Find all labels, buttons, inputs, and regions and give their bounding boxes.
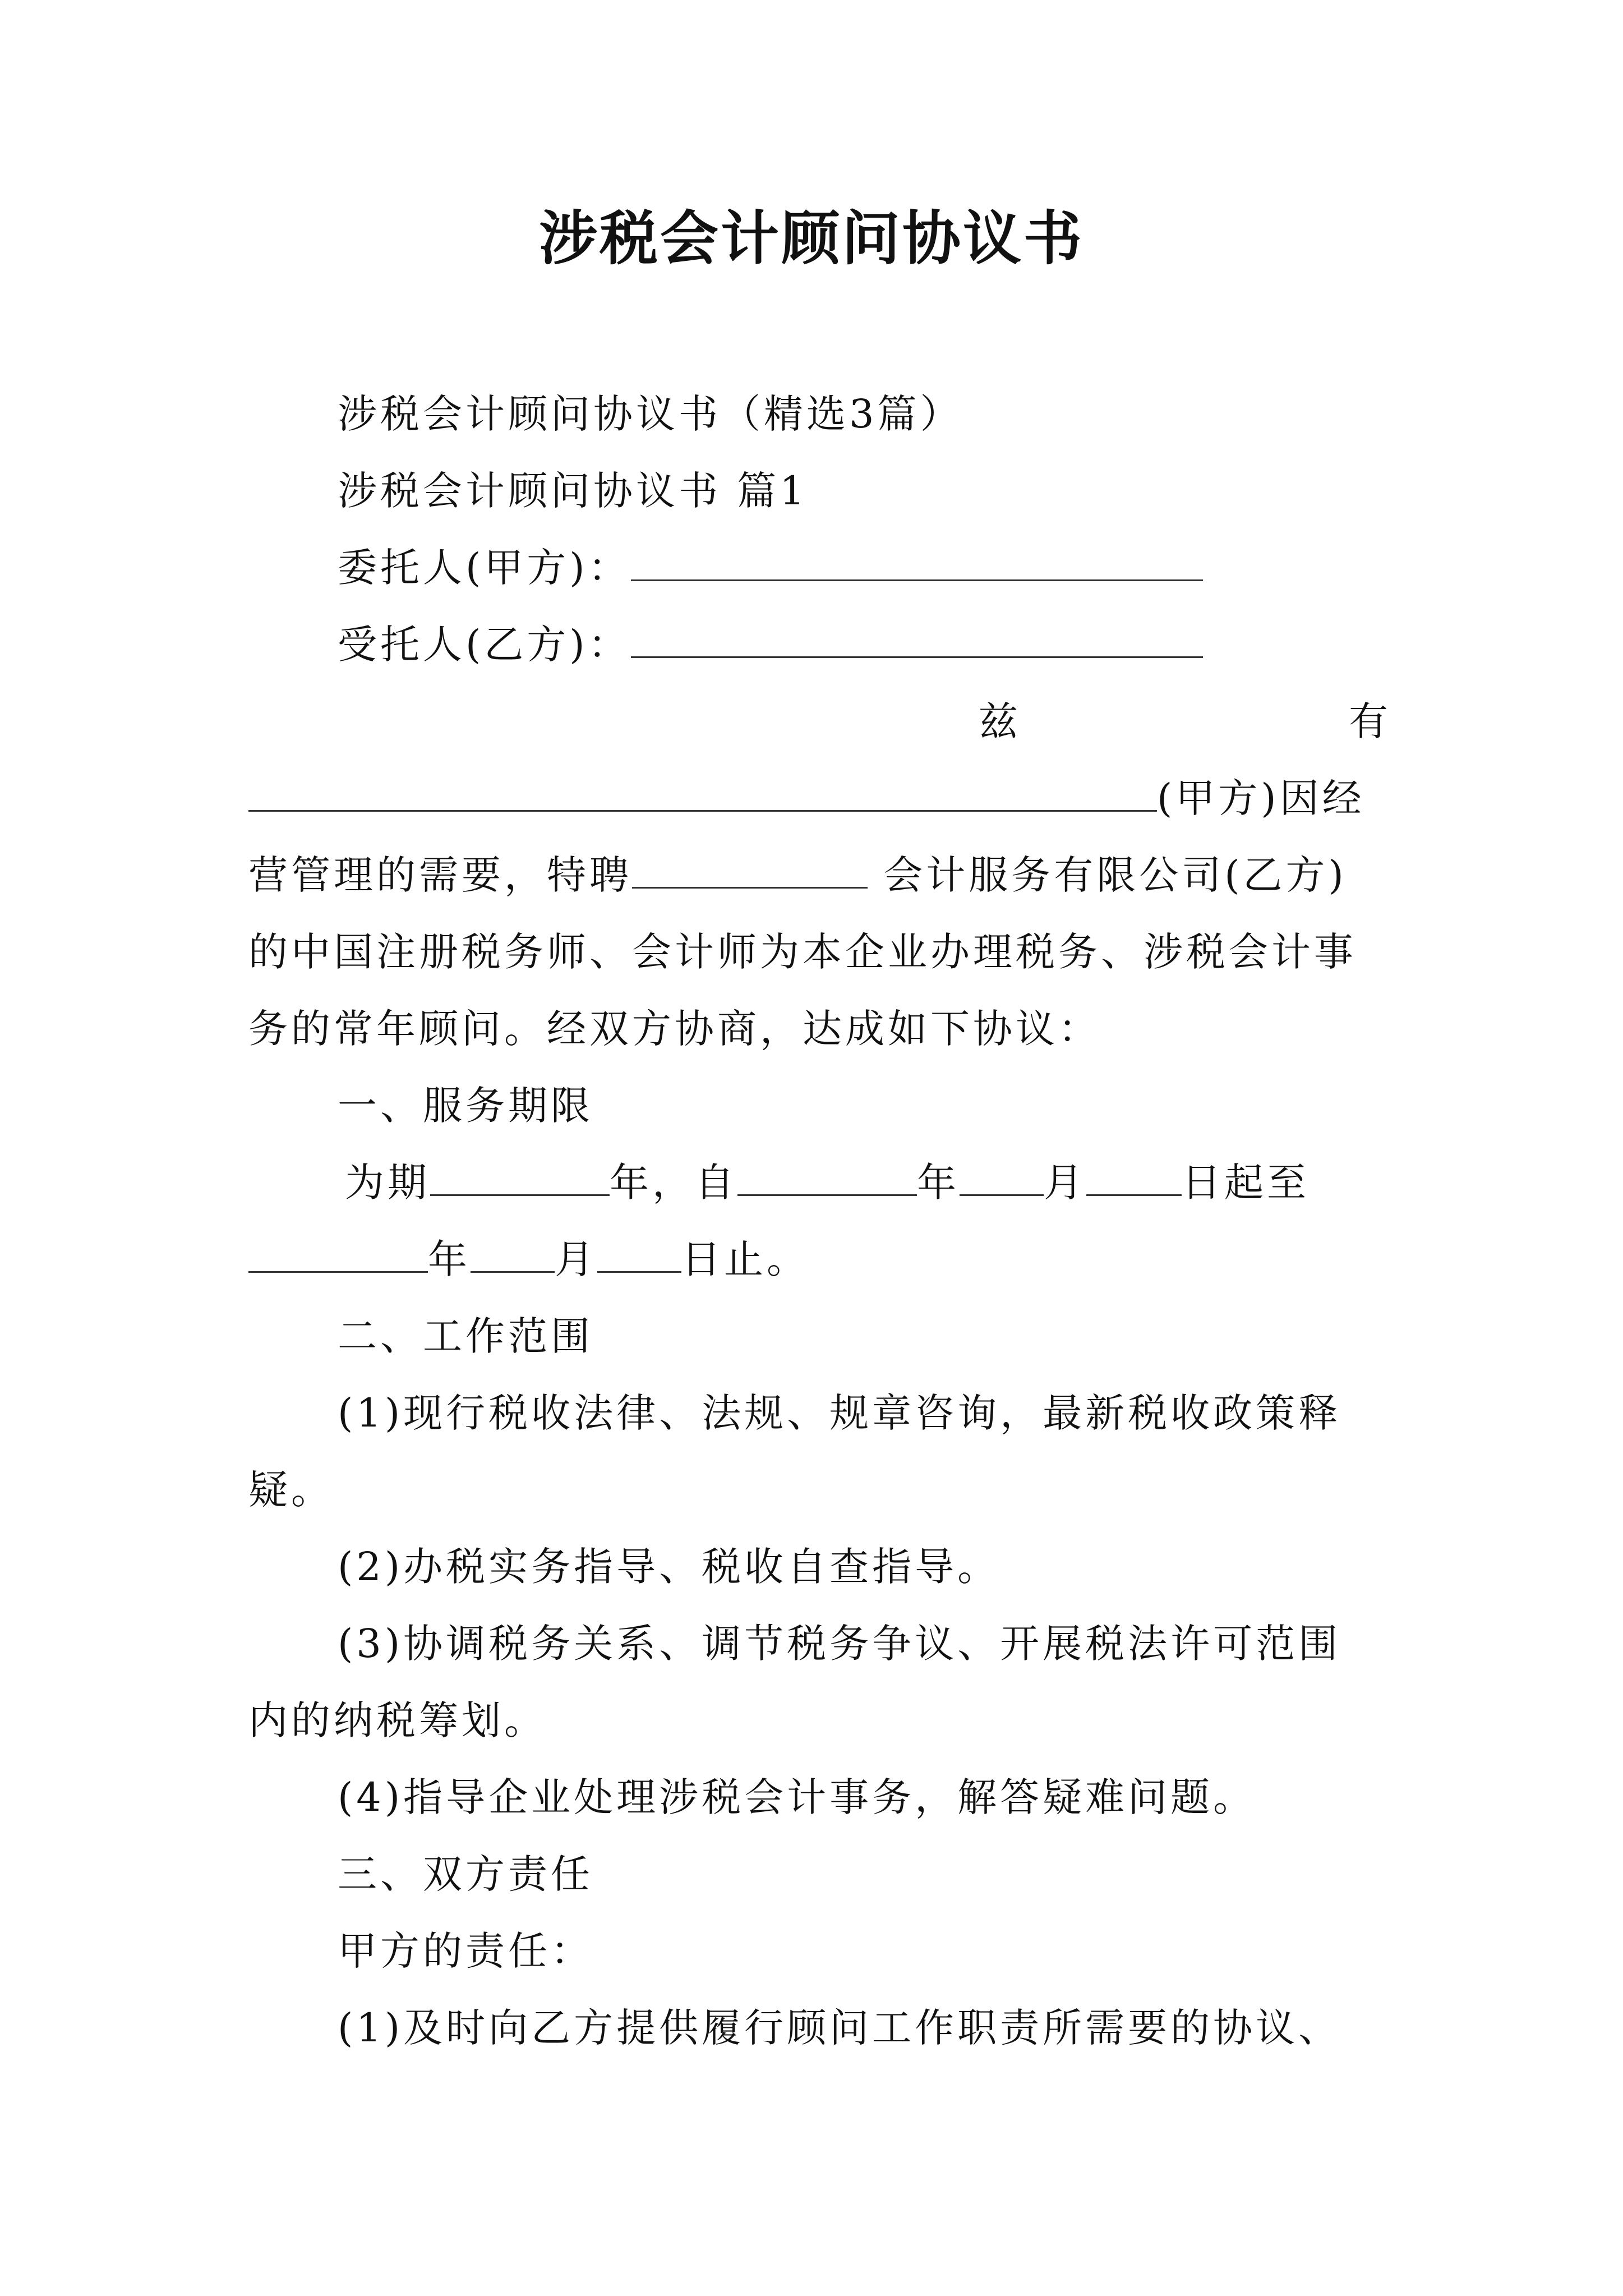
party-a-line <box>338 540 1203 596</box>
term-heading: 一、服务期限 <box>338 1083 593 1129</box>
intro-line-3-end: 会计服务有限公司(乙方) <box>868 852 1347 898</box>
section-heading: 涉税会计顾问协议书 篇1 <box>338 468 808 514</box>
company-blank <box>248 771 1157 812</box>
end-year-blank <box>248 1232 428 1273</box>
party-a-duty-heading: 甲方的责任： <box>338 1928 593 1974</box>
party-b-blank <box>631 617 1203 658</box>
term-line-1 <box>345 1154 1310 1211</box>
scope-item-4: (4)指导企业处理涉税会计事务，解答疑难问题。 <box>338 1774 1256 1820</box>
start-day-blank <box>1086 1155 1182 1196</box>
term-text-h: 日止。 <box>681 1236 809 1282</box>
scope-item-3-cont: 内的纳税筹划。 <box>248 1697 547 1743</box>
duty-heading: 三、双方责任 <box>338 1851 593 1897</box>
intro-line-3 <box>248 847 1347 903</box>
term-line-2 <box>248 1231 809 1287</box>
party-a-suffix: (甲方)因经 <box>1157 775 1365 821</box>
duty-item-1: (1)及时向乙方提供履行顾问工作职责所需要的协议、 <box>338 2005 1341 2051</box>
subtitle: 涉税会计顾问协议书（精选3篇） <box>338 391 963 437</box>
party-a-blank <box>631 540 1203 581</box>
term-text-g: 月 <box>555 1236 597 1282</box>
intro-spread-line <box>979 693 1388 749</box>
scope-heading: 二、工作范围 <box>338 1313 593 1359</box>
term-text-e: 日起至 <box>1182 1159 1310 1205</box>
intro-line-4: 的中国注册税务师、会计师为本企业办理税务、涉税会计事 <box>248 929 1357 975</box>
start-year-blank <box>737 1155 917 1196</box>
term-years-blank <box>430 1155 610 1196</box>
term-text-c: 年 <box>917 1159 960 1205</box>
party-b-label: 受托人(乙方)： <box>338 622 631 668</box>
scope-item-1-cont: 疑。 <box>248 1467 334 1513</box>
term-text-a: 为期 <box>345 1159 430 1205</box>
intro-line-5: 务的常年顾问。经双方协商，达成如下协议： <box>248 1006 1101 1052</box>
firm-blank <box>632 848 868 889</box>
scope-item-3: (3)协调税务关系、调节税务争议、开展税法许可范围 <box>338 1621 1341 1667</box>
start-month-blank <box>960 1155 1044 1196</box>
end-month-blank <box>471 1232 555 1273</box>
term-text-b: 年，自 <box>610 1159 737 1205</box>
end-day-blank <box>597 1232 681 1273</box>
intro-line-2 <box>248 770 1365 826</box>
party-a-label: 委托人(甲方)： <box>338 545 631 591</box>
party-b-line <box>338 616 1203 673</box>
term-text-d: 月 <box>1044 1159 1086 1205</box>
term-text-f: 年 <box>428 1236 471 1282</box>
intro-word-2: 有 <box>1349 698 1388 744</box>
scope-item-2: (2)办税实务指导、税收自查指导。 <box>338 1544 1000 1590</box>
intro-line-3-start: 营管理的需要，特聘 <box>248 852 632 898</box>
intro-word-1: 兹 <box>979 698 1018 744</box>
document-title: 涉税会计顾问协议书 <box>538 204 1084 273</box>
scope-item-1: (1)现行税收法律、法规、规章咨询，最新税收政策释 <box>338 1390 1341 1436</box>
